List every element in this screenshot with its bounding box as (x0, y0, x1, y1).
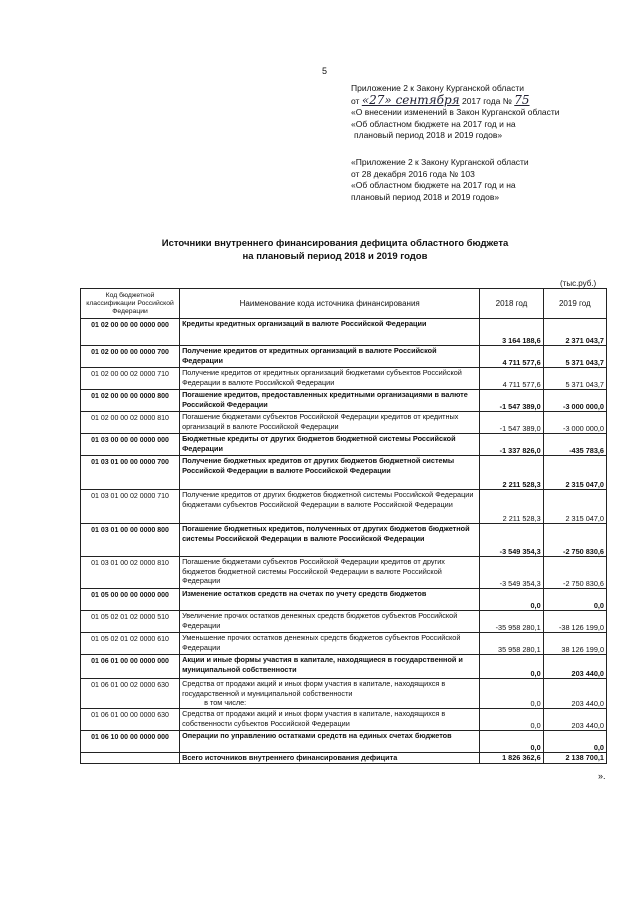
ref-line-1: «Приложение 2 к Закону Курганской области (351, 157, 529, 167)
row-value-2019: 203 440,0 (543, 655, 606, 679)
row-value-2018: 0,0 (480, 709, 543, 731)
row-value-2019: 203 440,0 (543, 679, 606, 709)
row-name: Погашение бюджетами субъектов Российской Федерации кредитов от других бюджетов бюджетной системы Российской Федерации в валюте Российской Федерации (180, 557, 480, 589)
law-header (351, 83, 621, 142)
row-name: Бюджетные кредиты от других бюджетов бюджетной системы Российской Федерации (180, 434, 480, 456)
row-name: Кредиты кредитных организаций в валюте Российской Федерации (180, 319, 480, 346)
row-name: Изменение остатков средств на счетах по учету средств бюджетов (180, 589, 480, 611)
closing-quote: ». (598, 771, 606, 781)
row-value-2019: -38 126 199,0 (543, 611, 606, 633)
row-name: Операции по управлению остатками средств на единых счетах бюджетов (180, 731, 480, 753)
table-row (81, 731, 607, 753)
row-name: Получение бюджетных кредитов от других бюджетов бюджетной системы Российской Федерации в валюте Российской Федерации (180, 456, 480, 490)
row-value-2018: 4 711 577,6 (480, 346, 543, 368)
header-name: Наименование кода источника финансирования (180, 289, 480, 319)
row-value-2018: -35 958 280,1 (480, 611, 543, 633)
table-row (81, 709, 607, 731)
row-value-2019: -435 783,6 (543, 434, 606, 456)
about-line-2: «Об областном бюджете на 2017 год и на (351, 118, 516, 129)
table-row (81, 557, 607, 589)
ref-line-3: «Об областном бюджете на 2017 год и на (351, 180, 516, 190)
table-row (81, 679, 607, 709)
header-code: Код бюджетной классификации Российской Федерации (81, 289, 180, 319)
row-name-text: Средства от продажи акций и иных форм участия в капитале, находящихся в государственной и муниципальной собственности (182, 679, 446, 698)
table-row (81, 456, 607, 490)
about-line-1: «О внесении изменений в Закон Курганской области (351, 107, 560, 117)
date-line: от «27» сентября 2017 года № 75 (351, 92, 530, 107)
row-code: 01 06 01 00 02 0000 630 (81, 679, 180, 709)
row-value-2018: 0,0 (480, 679, 543, 709)
ref-line-4: плановый период 2018 и 2019 годов» (351, 191, 500, 202)
row-value-2018: 2 211 528,3 (480, 456, 543, 490)
table-row (81, 589, 607, 611)
row-value-2018: -1 547 389,0 (480, 390, 543, 412)
row-name: Погашение бюджетных кредитов, полученных от других бюджетов бюджетной системы Российской Федерации в валюте Российской Федерации (180, 524, 480, 557)
row-name: Акции и иные формы участия в капитале, находящиеся в государственной и муниципальной собственности (180, 655, 480, 679)
row-code: 01 03 01 00 00 0000 800 (81, 524, 180, 557)
table-row (81, 319, 607, 346)
row-value-2018: 35 958 280,1 (480, 633, 543, 655)
total-label: Всего источников внутреннего финансирования дефицита (180, 753, 480, 764)
table-row (81, 412, 607, 434)
ref-line-2: от 28 декабря 2016 года № 103 (351, 168, 475, 179)
row-name (180, 679, 480, 709)
row-value-2018: 0,0 (480, 731, 543, 753)
table-row (81, 524, 607, 557)
row-code: 01 03 01 00 02 0000 710 (81, 490, 180, 524)
page-number: 5 (322, 66, 328, 76)
row-name: Получение кредитов от кредитных организаций бюджетами субъектов Российской Федерации в валюте Российской Федерации (180, 368, 480, 390)
row-value-2018: -1 337 826,0 (480, 434, 543, 456)
row-subnote: в том числе: (204, 698, 247, 707)
row-value-2019: 5 371 043,7 (543, 346, 606, 368)
table-row (81, 434, 607, 456)
row-code: 01 05 00 00 00 0000 000 (81, 589, 180, 611)
row-value-2019: 0,0 (543, 731, 606, 753)
table-row (81, 633, 607, 655)
table-row (81, 655, 607, 679)
row-value-2019: 203 440,0 (543, 709, 606, 731)
row-value-2018: -3 549 354,3 (480, 524, 543, 557)
row-name: Погашение бюджетами субъектов Российской Федерации кредитов от кредитных организаций в валюте Российской Федерации (180, 412, 480, 434)
row-code: 01 02 00 00 02 0000 810 (81, 412, 180, 434)
row-name: Уменьшение прочих остатков денежных средств бюджетов субъектов Российской Федерации (180, 633, 480, 655)
row-code: 01 03 00 00 00 0000 000 (81, 434, 180, 456)
total-2018: 1 826 362,6 (480, 753, 543, 764)
row-value-2019: -2 750 830,6 (543, 557, 606, 589)
row-code: 01 02 00 00 00 0000 700 (81, 346, 180, 368)
handwritten-date: «27» сентября (361, 92, 460, 107)
financing-table (80, 288, 607, 764)
table-row (81, 390, 607, 412)
row-value-2019: 0,0 (543, 589, 606, 611)
total-2019: 2 138 700,1 (543, 753, 606, 764)
row-code: 01 03 01 00 02 0000 810 (81, 557, 180, 589)
row-name: Погашение кредитов, предоставленных кредитными организациями в валюте Российской Федерации (180, 390, 480, 412)
row-name: Средства от продажи акций и иных форм участия в капитале, находящихся в собственности субъектов Российской Федерации (180, 709, 480, 731)
row-value-2018: 0,0 (480, 589, 543, 611)
row-value-2019: 5 371 043,7 (543, 368, 606, 390)
reference-header (351, 157, 621, 203)
row-name: Получение кредитов от кредитных организаций в валюте Российской Федерации (180, 346, 480, 368)
row-value-2019: -3 000 000,0 (543, 412, 606, 434)
row-value-2019: 2 371 043,7 (543, 319, 606, 346)
row-code: 01 06 10 00 00 0000 000 (81, 731, 180, 753)
row-code: 01 05 02 01 02 0000 510 (81, 611, 180, 633)
row-code: 01 05 02 01 02 0000 610 (81, 633, 180, 655)
table-row (81, 611, 607, 633)
document-title: Источники внутреннего финансирования дефицита областного бюджета на плановый период 2018 и 2019 годов (161, 238, 509, 262)
table-row (81, 490, 607, 524)
row-value-2018: 0,0 (480, 655, 543, 679)
handwritten-number: 75 (514, 92, 530, 107)
table-row (81, 368, 607, 390)
about-line-3: плановый период 2018 и 2019 годов» (354, 130, 503, 140)
row-value-2018: -1 547 389,0 (480, 412, 543, 434)
row-code: 01 06 01 00 00 0000 630 (81, 709, 180, 731)
table-row (81, 346, 607, 368)
header-2019: 2019 год (543, 289, 606, 319)
appendix-line: Приложение 2 к Закону Курганской области (351, 83, 524, 93)
row-value-2019: 38 126 199,0 (543, 633, 606, 655)
row-value-2019: -3 000 000,0 (543, 390, 606, 412)
row-value-2018: 2 211 528,3 (480, 490, 543, 524)
row-code: 01 03 01 00 00 0000 700 (81, 456, 180, 490)
row-name: Получение кредитов от других бюджетов бюджетной системы Российской Федерации бюджетами субъектов Российской Федерации в валюте Российской Федерации (180, 490, 480, 524)
units-label: (тыс.руб.) (560, 279, 597, 288)
row-code: 01 02 00 00 00 0000 000 (81, 319, 180, 346)
row-code: 01 06 01 00 00 0000 000 (81, 655, 180, 679)
row-value-2019: 2 315 047,0 (543, 490, 606, 524)
row-value-2018: -3 549 354,3 (480, 557, 543, 589)
total-row (81, 753, 607, 764)
row-value-2019: -2 750 830,6 (543, 524, 606, 557)
row-value-2019: 2 315 047,0 (543, 456, 606, 490)
row-code: 01 02 00 00 00 0000 800 (81, 390, 180, 412)
row-value-2018: 3 164 188,6 (480, 319, 543, 346)
row-code: 01 02 00 00 02 0000 710 (81, 368, 180, 390)
header-2018: 2018 год (480, 289, 543, 319)
row-name: Увеличение прочих остатков денежных средств бюджетов субъектов Российской Федерации (180, 611, 480, 633)
row-value-2018: 4 711 577,6 (480, 368, 543, 390)
